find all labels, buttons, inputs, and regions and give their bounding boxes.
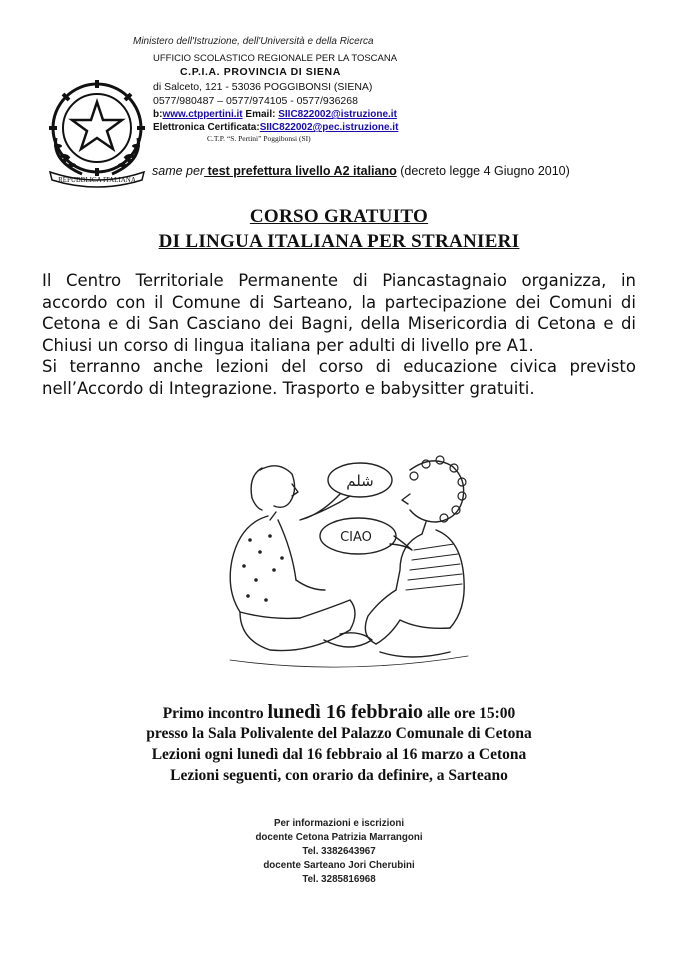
course-description bbox=[42, 270, 636, 399]
first-meeting bbox=[0, 701, 678, 724]
regional-office: UFFICIO SCOLASTICO REGIONALE PER LA TOSCANA bbox=[153, 53, 398, 64]
web-email-line bbox=[153, 109, 397, 120]
email-label: Email: bbox=[242, 109, 279, 120]
pec-line bbox=[153, 122, 398, 133]
exam-title: test prefettura livello A2 italiano bbox=[204, 164, 397, 178]
exam-prefix: same per bbox=[152, 164, 205, 178]
italian-republic-emblem bbox=[42, 76, 152, 188]
woman-left bbox=[230, 466, 372, 651]
pec-link[interactable]: SIIC822002@pec.istruzione.it bbox=[259, 122, 399, 133]
contact-teacher-sarteano: docente Sarteano Jori Cherubini bbox=[263, 860, 415, 871]
contact-heading: Per informazioni e iscrizioni bbox=[273, 818, 405, 829]
speech-bubble-right bbox=[320, 518, 412, 554]
description-paragraph-1: Il Centro Territoriale Permanente di Piancastagnaio organizza, in accordo con il Comune di Sarteano, la partecipazione dei Comuni di Cetona e di San Casciano dei Bagni, della Misericordia di Cetona e di Chiusi un corso di lingua italiana per adulti di livello pre A1. bbox=[42, 271, 636, 355]
bubble-left-text: شلم bbox=[346, 472, 374, 490]
contact-teacher-cetona: docente Cetona Patrizia Marrangoni bbox=[255, 832, 423, 843]
ctp-name: C.T.P. “S. Pertini” Poggibonsi (SI) bbox=[207, 134, 311, 143]
lessons-schedule: Lezioni ogni lunedì dal 16 febbraio al 16 marzo a Cetona bbox=[151, 746, 527, 763]
title-line-2: DI LINGUA ITALIANA PER STRANIERI bbox=[158, 231, 520, 252]
emblem-ribbon-text: REPUBBLICA ITALIANA bbox=[58, 176, 136, 184]
address: di Salceto, 121 - 53036 POGGIBONSI (SIENA) bbox=[153, 81, 373, 93]
contact-phone-cetona: Tel. 3382643967 bbox=[302, 846, 376, 857]
website-link[interactable]: www.ctppertini.it bbox=[162, 109, 243, 120]
exam-note bbox=[152, 164, 570, 178]
phone-numbers: 0577/980487 – 0577/974105 - 0577/936268 bbox=[153, 95, 358, 107]
first-meeting-prefix: Primo incontro bbox=[162, 705, 268, 722]
pec-label: Elettronica Certificata: bbox=[153, 122, 260, 133]
contact-phone-sarteano: Tel. 3285816968 bbox=[302, 874, 376, 885]
woman-right bbox=[365, 456, 466, 657]
following-lessons: Lezioni seguenti, con orario da definire, a Sarteano bbox=[170, 767, 508, 784]
title-line-1: CORSO GRATUITO bbox=[249, 206, 429, 227]
bubble-right-text: CIAO bbox=[340, 530, 372, 545]
speech-bubble-left bbox=[300, 463, 392, 520]
first-meeting-date: lunedì 16 febbraio bbox=[267, 701, 424, 723]
email-link[interactable]: SIIC822002@istruzione.it bbox=[278, 109, 397, 120]
cpia-name: C.P.I.A. PROVINCIA DI SIENA bbox=[180, 66, 341, 78]
web-label: b: bbox=[153, 109, 163, 120]
ministry-name: Ministero dell'Istruzione, dell'Università e della Ricerca bbox=[133, 36, 374, 47]
exam-suffix: (decreto legge 4 Giugno 2010) bbox=[396, 164, 570, 178]
description-paragraph-2: Si terranno anche lezioni del corso di educazione civica previsto nell’Accordo di Integrazione. Trasporto e babysitter gratuiti. bbox=[42, 357, 636, 398]
first-meeting-time: alle ore 15:00 bbox=[423, 705, 516, 722]
two-women-talking-illustration bbox=[200, 440, 490, 680]
meeting-location: presso la Sala Polivalente del Palazzo Comunale di Cetona bbox=[146, 725, 532, 742]
